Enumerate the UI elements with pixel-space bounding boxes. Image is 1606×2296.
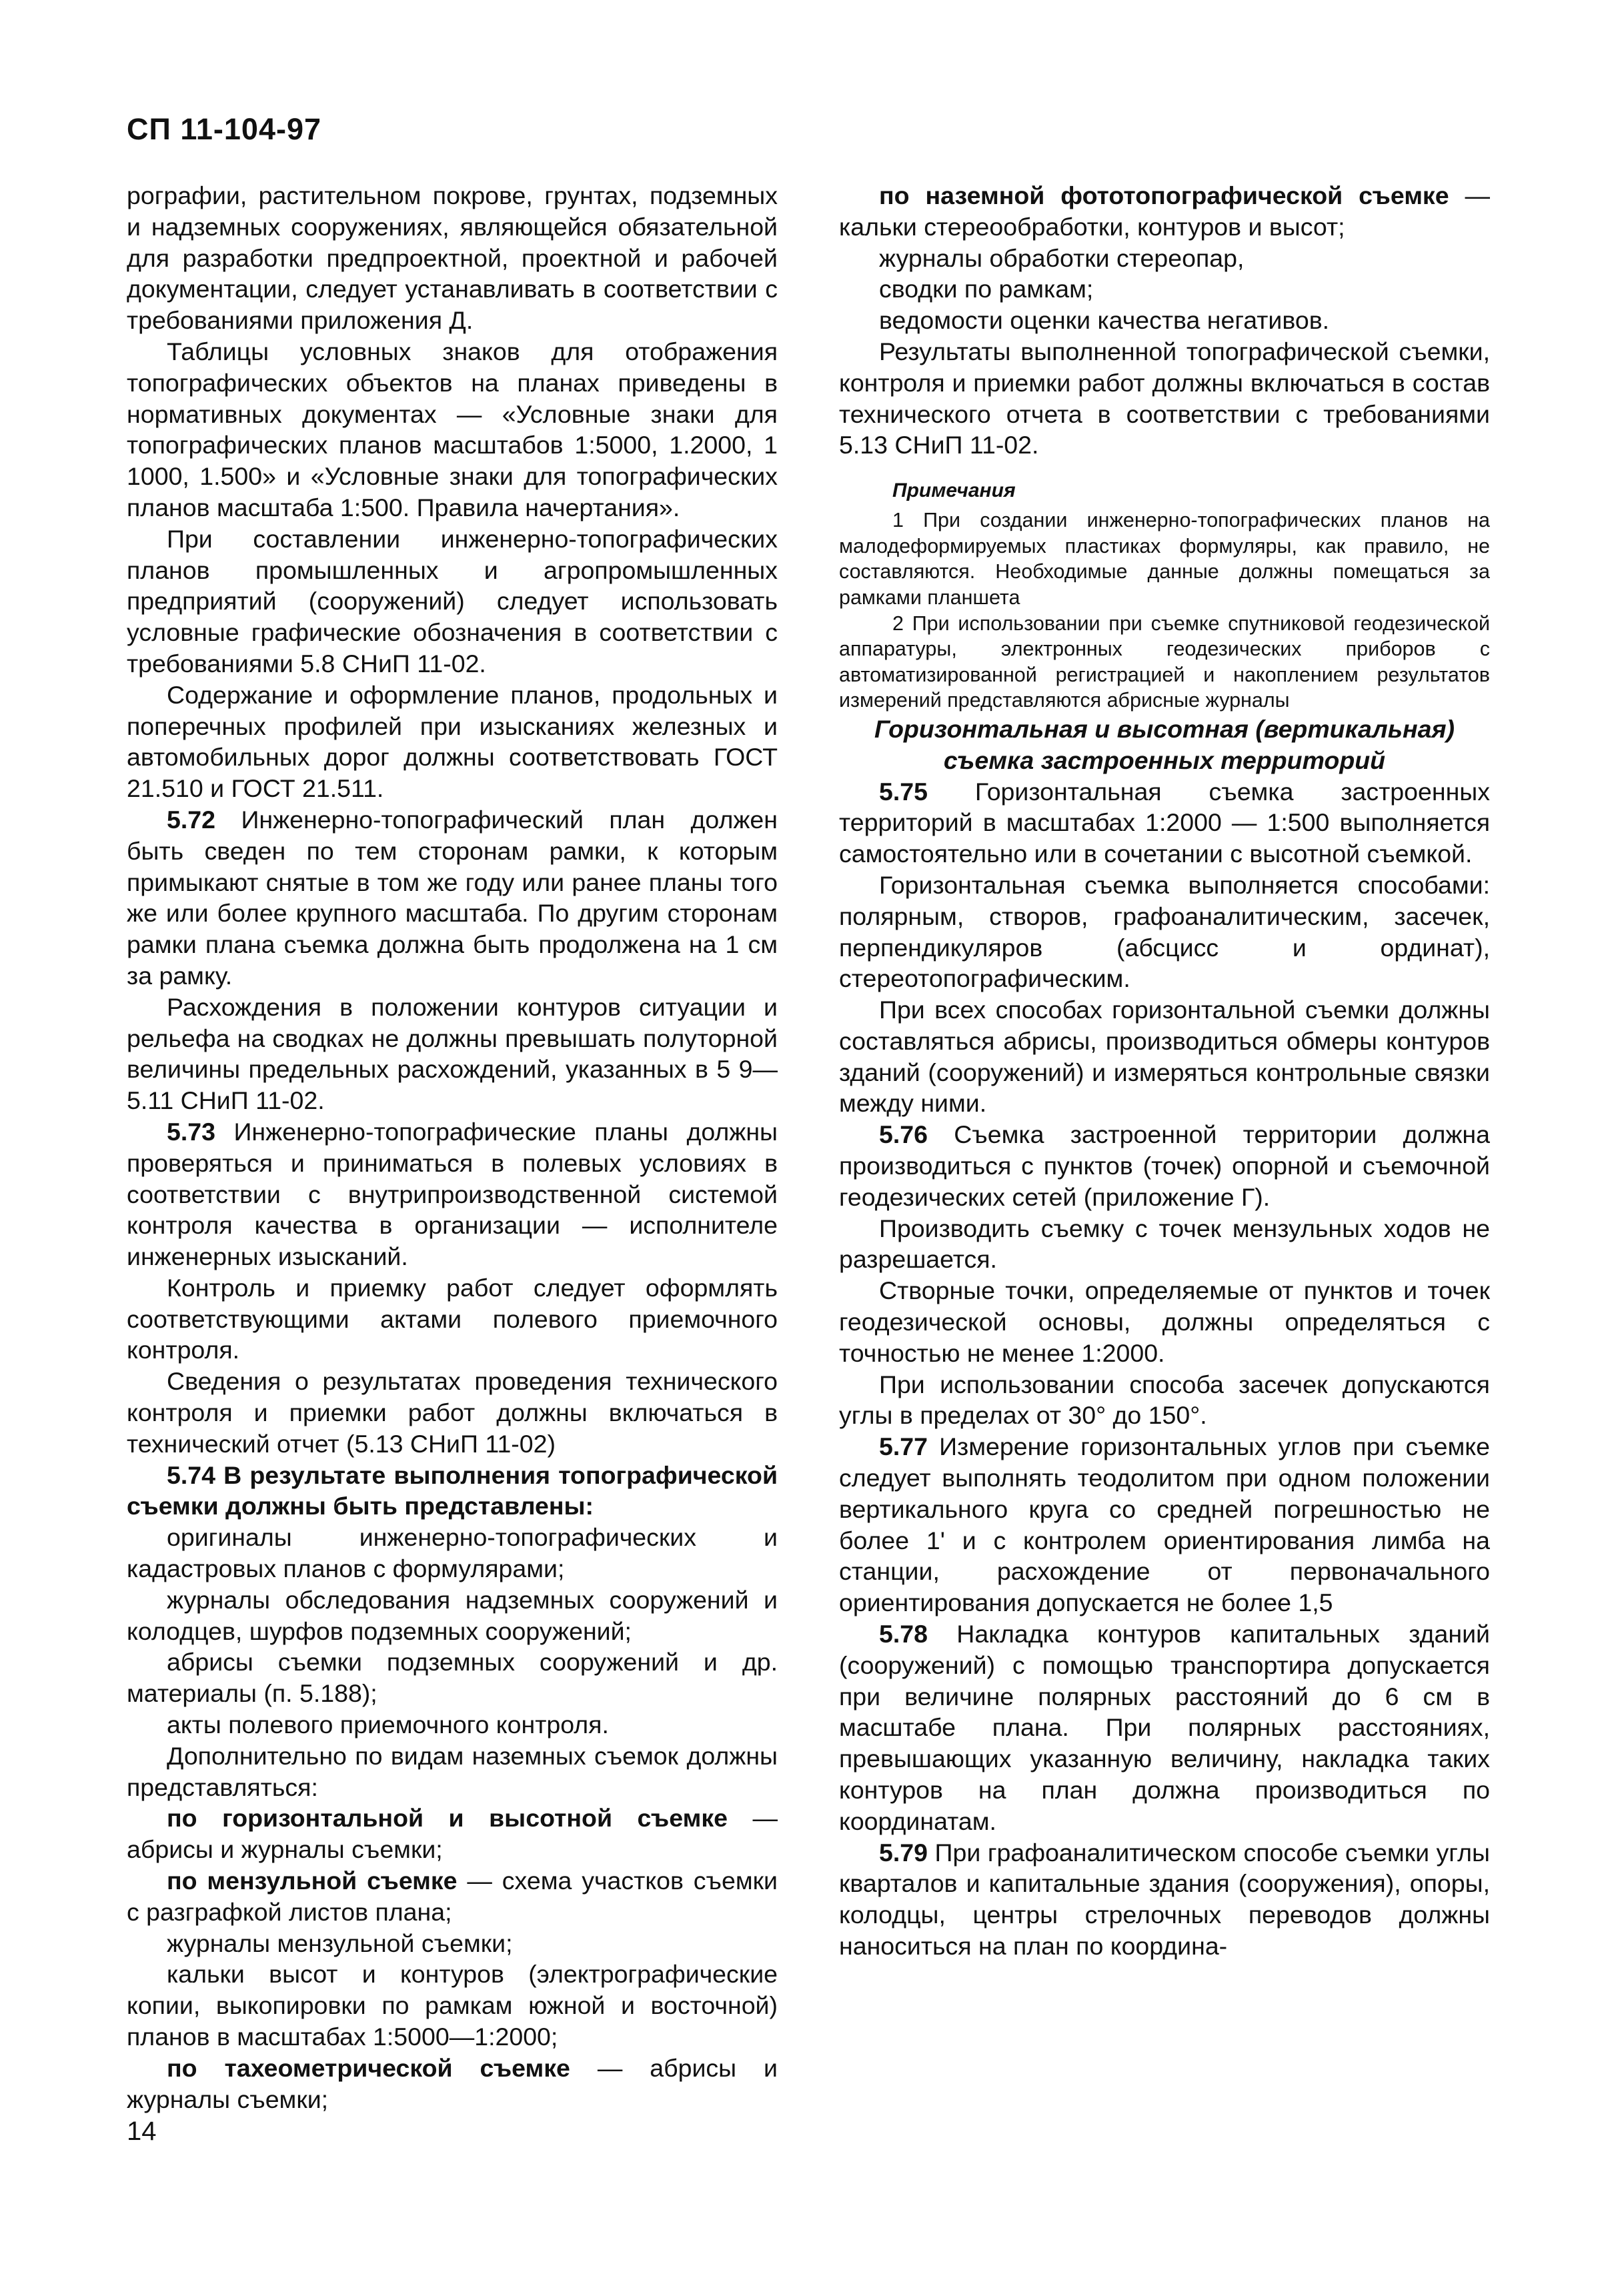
paragraph (127, 180, 778, 336)
text: При всех способах горизонтальной съемки должны составляться абрисы, производиться обмеры контуров зданий (сооружений) и измеряться контрольные связки между ними. (839, 996, 1490, 1118)
text: Измерение горизонтальных углов при съемке следует выполнять теодолитом при одном положении вертикального круга со средней погрешностью не более 1' и с контролем ориентирования лимба на станции, расхождение от первоначального ориентирования допускается не более 1,5 (839, 1432, 1490, 1617)
paragraph (127, 1584, 778, 1647)
section-title: Горизонтальная и высотная (вертикальная) съемка застроенных территорий (874, 714, 1455, 774)
text: Расхождения в положении контуров ситуации и рельефа на сводках не должны превышать полуторной величины предельных расхождений, указанных в 5 9—5.11 СНиП 11-02. (127, 992, 778, 1115)
paragraph (839, 1618, 1490, 1837)
paragraph (127, 1116, 778, 1272)
bold-text: 5.78 (879, 1620, 928, 1648)
paragraph (127, 1803, 778, 1865)
text: кальки высот и контуров (электрографические копии, выкопировки по рамкам южной и восточной) планов в масштабах 1:5000—1:2000; (127, 1960, 778, 2051)
text: акты полевого приемочного контроля. (167, 1710, 609, 1739)
text: Содержание и оформление планов, продольных и поперечных профилей при изысканиях железных и автомобильных дорог должны соответствовать ГОСТ 21.510 и ГОСТ 21.511. (127, 680, 778, 803)
paragraph (839, 1119, 1490, 1212)
text: Горизонтальная съемка застроенных территорий в масштабах 1:2000 — 1:500 выполняется самостоятельно или в сочетании с высотной съемкой. (839, 777, 1490, 868)
paragraph (839, 994, 1490, 1119)
text: Инженерно-топографические планы должны проверяться и приниматься в полевых условиях в соответствии с внутрипроизводственной системой контроля качества в организации — исполнителе инженерных изысканий. (127, 1117, 778, 1271)
paragraph (127, 336, 778, 523)
paragraph (127, 1460, 778, 1522)
right-column-bottom (839, 776, 1490, 1962)
text: — схема участков съемки с разграфкой листов плана; (127, 1867, 778, 1926)
paragraph (839, 180, 1490, 243)
paragraph (127, 1865, 778, 1928)
text: Производить съемку с точек мензульных ходов не разрешается. (839, 1214, 1490, 1274)
notes-title: Примечания (892, 479, 1016, 502)
paragraph (839, 1369, 1490, 1432)
text: Горизонтальная съемка выполняется способами: полярным, створов, графоаналитическим, засечек, перпендикуляров (абсцисс и ординат), стереотопографическим. (839, 870, 1490, 993)
text: При составлении инженерно-топографических планов промышленных и агропромышленных предприятий (сооружений) следует использовать условные графические обозначения в соответствии с требованиями 5.8 СНиП 11-02. (127, 524, 778, 678)
bold-text: по мензульной съемке (167, 1867, 458, 1895)
paragraph (127, 1522, 778, 1584)
page-number: 14 (127, 2117, 157, 2146)
text: — кальки стереообработки, контуров и высот; (839, 181, 1491, 241)
paragraph (839, 1837, 1490, 1962)
text: — абрисы и журналы съемки; (127, 2053, 778, 2113)
text: Створные точки, определяемые от пунктов и точек геодезической основы, должны определяться с точностью не менее 1:2000. (839, 1276, 1490, 1367)
bold-text: по тахеометрической съемке (167, 2053, 570, 2082)
paragraph (839, 305, 1490, 336)
text: сводки по рамкам; (879, 275, 1094, 303)
paragraph (839, 1275, 1490, 1368)
left-column (127, 180, 778, 2115)
text: журналы мензульной съемки; (167, 1929, 513, 1957)
paragraph (127, 804, 778, 992)
bold-text: 5.75 (879, 777, 928, 806)
text: Результаты выполненной топографической съемки, контроля и приемки работ должны включаться в состав технического отчета в соответствии с требованиями 5.13 СНиП 11-02. (839, 337, 1490, 459)
bold-text: 5.73 (167, 1117, 215, 1146)
bold-text: по горизонтальной и высотной съемке (167, 1804, 728, 1833)
paragraph (127, 1928, 778, 1959)
paragraph (127, 1959, 778, 2052)
text: рографии, растительном покрове, грунтах, подземных и надземных сооружениях, являющейся обязательной для разработки предпроектной, проектной и рабочей документации, следует устанавливать в соответствии с требованиями приложения Д. (127, 181, 778, 335)
text: Дополнительно по видам наземных съемок должны представляться: (127, 1741, 778, 1801)
paragraph (127, 2053, 778, 2115)
note-item: 2 При использовании при съемке спутниковой геодезической аппаратуры, электронных геодезических приборов с автоматизированной регистрацией и накоплением результатов измерений представляются абрисные журналы (839, 612, 1490, 712)
text: Контроль и приемку работ следует оформлять соответствующими актами полевого приемочного контроля. (127, 1273, 778, 1364)
page-header: СП 11-104-97 (127, 112, 322, 146)
bold-text: 5.72 (167, 805, 215, 834)
bold-text: по наземной фототопографической съемке (879, 181, 1449, 209)
text: При графоаналитическом способе съемки углы кварталов и капитальные здания (сооружения), опоры, колодцы, центры стрелочных переводов должны наноситься на план по координа- (839, 1838, 1490, 1960)
bold-text: 5.79 (879, 1838, 928, 1867)
text: Накладка контуров капитальных зданий (сооружений) с помощью транспортира допускается при величине полярных расстояний до 6 см в масштабе плана. При полярных расстояниях, превышающих указанную величину, накладка таких контуров на план должна производиться по координатам. (839, 1620, 1490, 1835)
text: При использовании способа засечек допускаются углы в пределах от 30° до 150°. (839, 1370, 1490, 1430)
bold-text: 5.76 (879, 1120, 928, 1149)
text: оригиналы инженерно-топографических и кадастровых планов с формулярами; (127, 1523, 778, 1583)
bold-text: 5.77 (879, 1432, 928, 1461)
paragraph (127, 680, 778, 804)
paragraph (839, 243, 1490, 274)
bold-text: 5.74 В результате выполнения топографической съемки должны быть представлены: (127, 1460, 778, 1520)
paragraph (839, 273, 1490, 305)
text: Сведения о результатах проведения технического контроля и приемки работ должны включаться в технический отчет (5.13 СНиП 11-02) (127, 1367, 778, 1458)
paragraph (839, 776, 1490, 870)
paragraph (127, 1741, 778, 1803)
text: — абрисы и журналы съемки; (127, 1804, 778, 1864)
paragraph (839, 336, 1490, 461)
paragraph (839, 1213, 1490, 1276)
text: Таблицы условных знаков для отображения топографических объектов на планах приведены в нормативных документах — «Условные знаки для топографических планов масштабов 1:5000, 1.2000, 1 1000, 1.500» и «Условные знаки для топографических планов масштаба 1:500. Правила начертания». (127, 337, 778, 521)
paragraph (127, 1709, 778, 1741)
text: ведомости оценки качества негативов. (879, 306, 1330, 335)
paragraph (127, 992, 778, 1116)
right-column (839, 180, 1490, 1962)
right-column-top (839, 180, 1490, 461)
text: абрисы съемки подземных сооружений и др. материалы (п. 5.188); (127, 1648, 778, 1708)
text: Инженерно-топографический план должен быть сведен по тем сторонам рамки, к которым примыкают снятые в том же году или ранее планы того же или более крупного масштаба. По другим сторонам рамки плана съемка должна быть продолжена на 1 см за рамку. (127, 805, 778, 990)
paragraph (127, 1646, 778, 1709)
text: журналы обработки стереопар, (879, 243, 1245, 272)
paragraph (839, 870, 1490, 994)
text: Съемка застроенной территории должна производиться с пунктов (точек) опорной и съемочной геодезических сетей (приложение Г). (839, 1120, 1490, 1211)
paragraph (127, 1366, 778, 1459)
text: журналы обследования надземных сооружений и колодцев, шурфов подземных сооружений; (127, 1585, 778, 1645)
note-item: 1 При создании инженерно-топографических планов на малодеформируемых пластиках формуляры, как правило, не составляются. Необходимые данные должны помещаться за рамками планшета (839, 509, 1490, 609)
paragraph (839, 1431, 1490, 1618)
paragraph (127, 1272, 778, 1366)
paragraph (127, 523, 778, 680)
